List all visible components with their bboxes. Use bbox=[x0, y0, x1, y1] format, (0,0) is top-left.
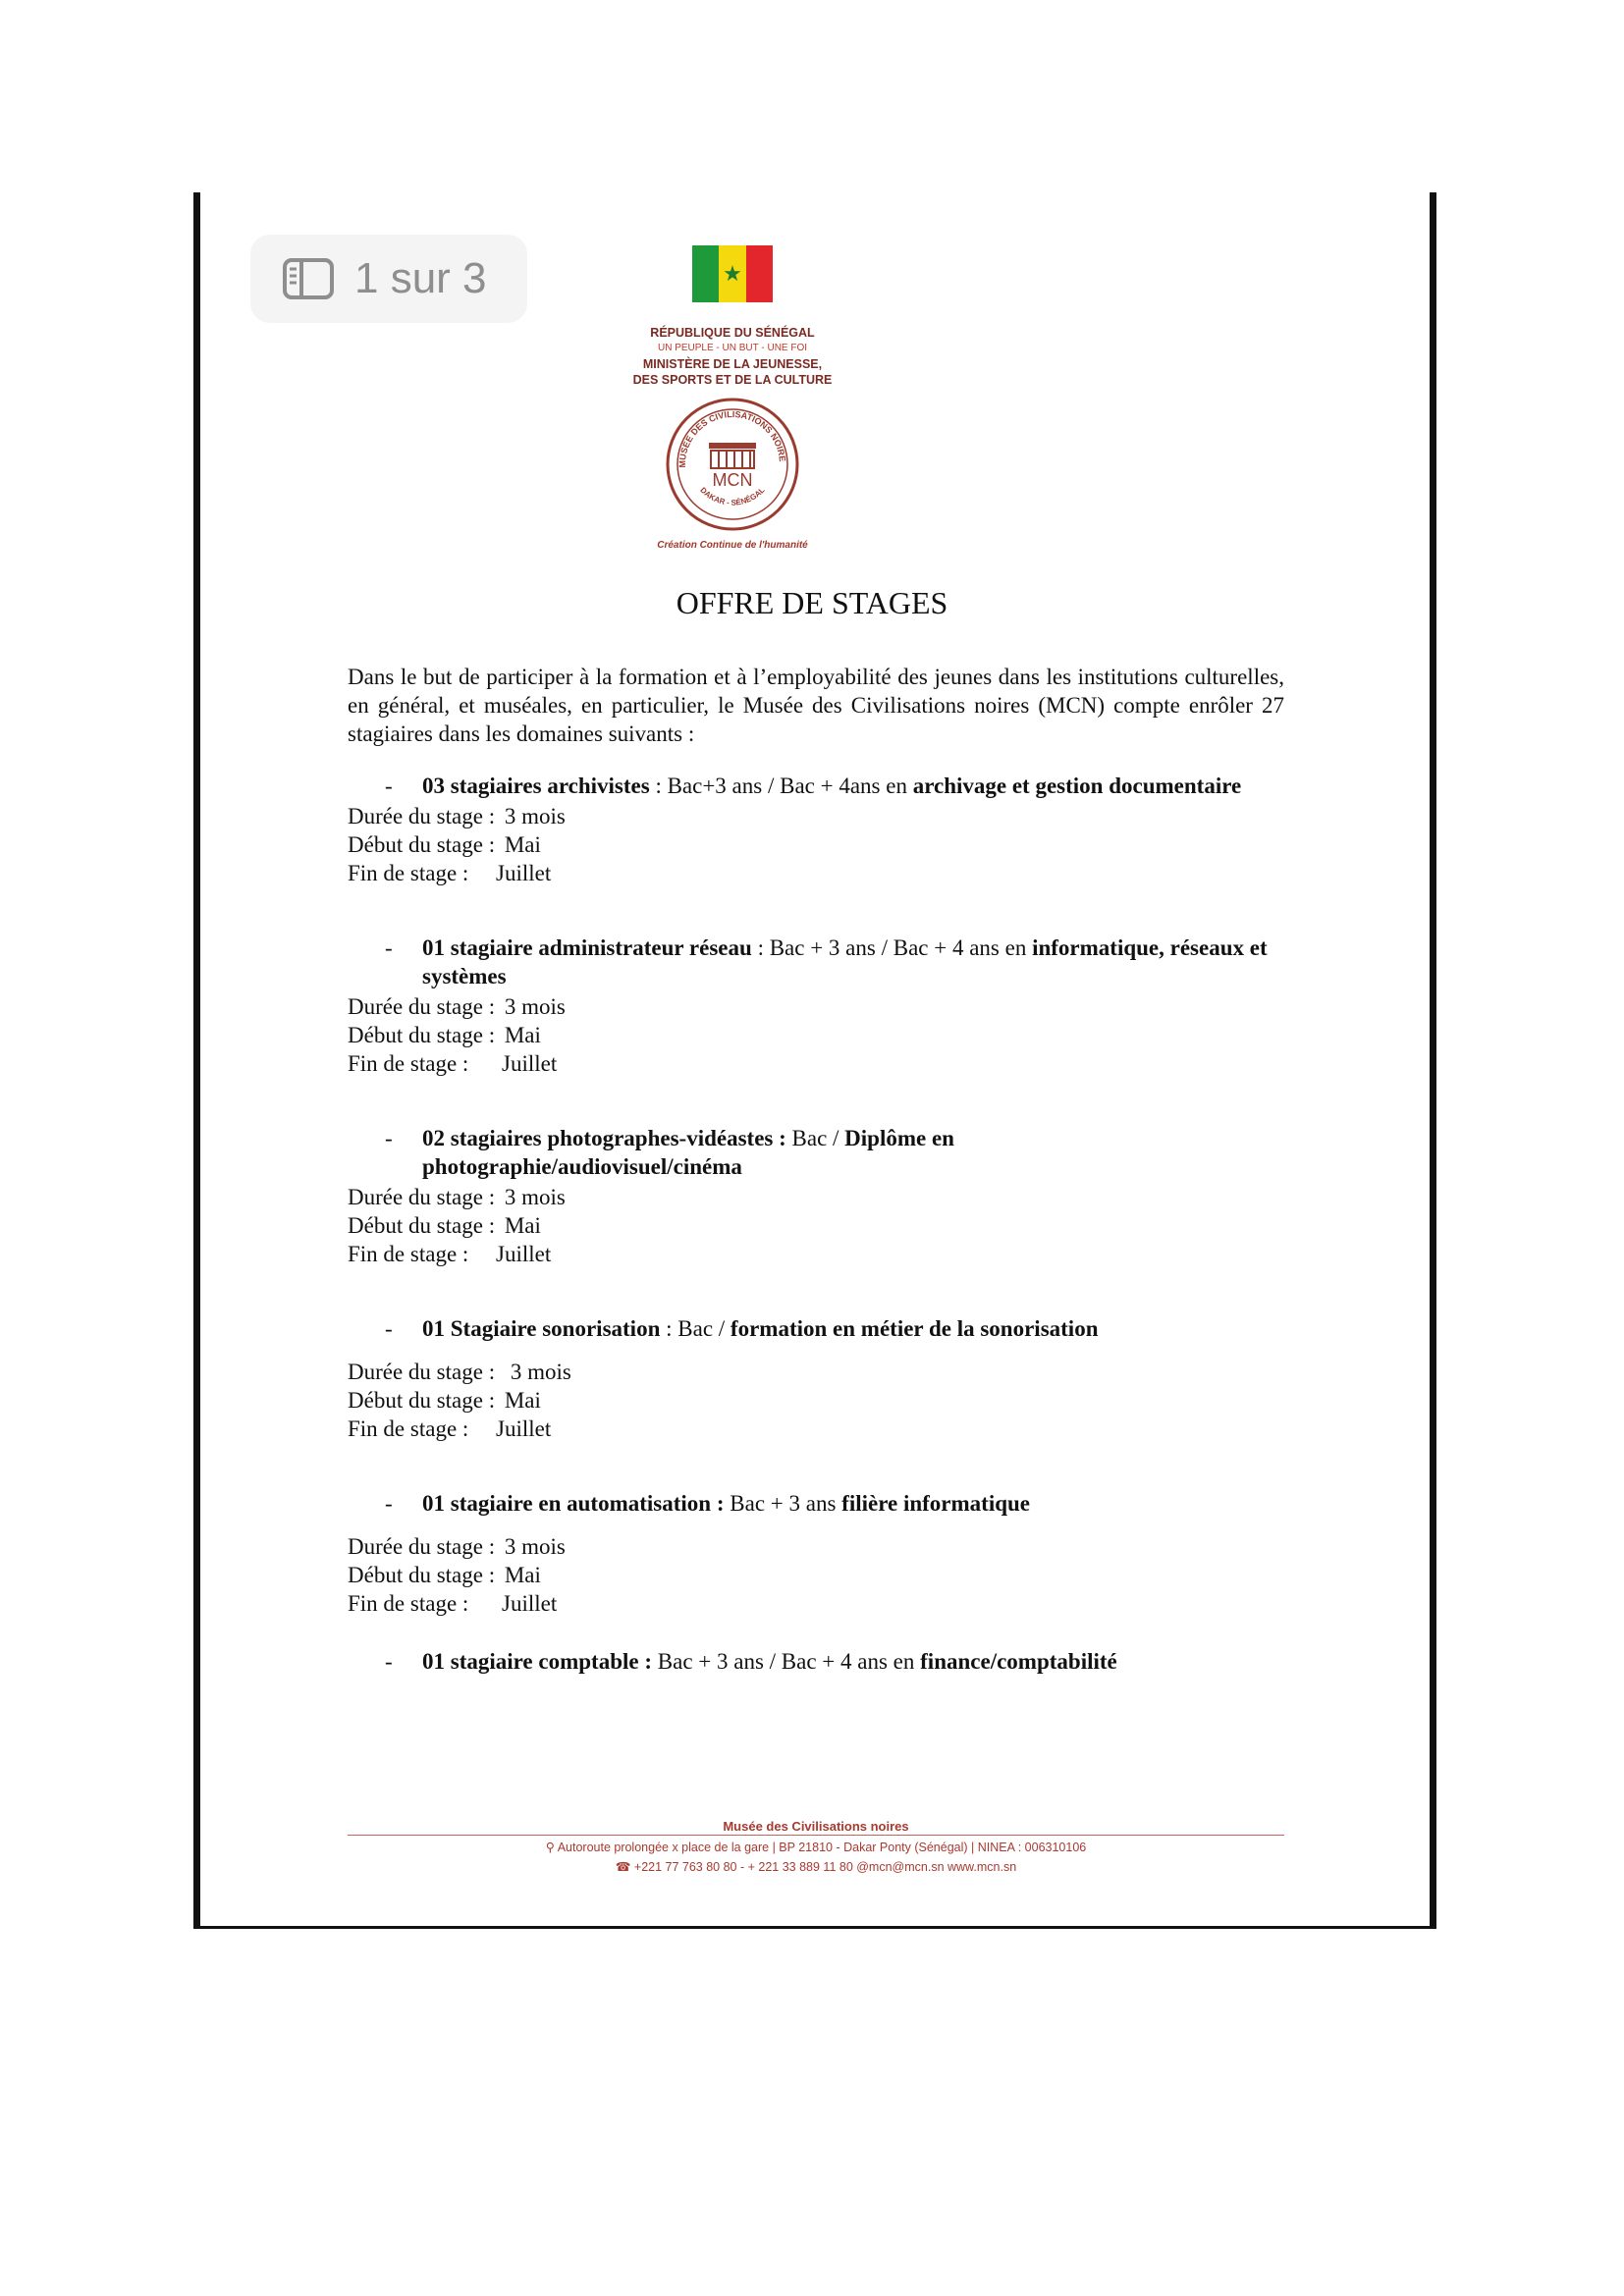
svg-text:MUSÉE DES CIVILISATIONS NOIRES: MUSÉE DES CIVILISATIONS NOIRE bbox=[677, 408, 787, 468]
start-line: Début du stage : Mai bbox=[348, 832, 541, 857]
national-motto: UN PEUPLE - UN BUT - UNE FOI bbox=[657, 343, 808, 353]
start-line: Début du stage : Mai bbox=[348, 1563, 541, 1587]
start-line: Début du stage : Mai bbox=[348, 1213, 541, 1238]
duration-line: Durée du stage : 3 mois bbox=[348, 804, 566, 828]
position-title: 01 stagiaire administrateur réseau bbox=[422, 935, 752, 960]
phone-icon: ☎ bbox=[615, 1860, 631, 1874]
position-field: finance/comptabilité bbox=[920, 1649, 1117, 1674]
position-requirement: Bac + 3 ans bbox=[724, 1491, 842, 1516]
end-line: Fin de stage : Juillet bbox=[348, 1416, 552, 1441]
position-title: 01 stagiaire en automatisation : bbox=[422, 1491, 725, 1516]
ministry-line-1: MINISTÈRE DE LA JEUNESSE, bbox=[642, 357, 823, 371]
location-pin-icon: ⚲ bbox=[545, 1841, 555, 1854]
position-field: filière informatique bbox=[841, 1491, 1030, 1516]
footer-divider bbox=[348, 1835, 1284, 1836]
start-line: Début du stage : Mai bbox=[348, 1388, 541, 1413]
ministry-line-2: DES SPORTS ET DE LA CULTURE bbox=[632, 373, 833, 387]
sidebar-icon bbox=[282, 257, 335, 300]
end-line: Fin de stage : Juillet bbox=[348, 1242, 552, 1266]
position-title: 01 stagiaire comptable : bbox=[422, 1649, 653, 1674]
end-line: Fin de stage : Juillet bbox=[348, 1591, 558, 1616]
position-field: informatique, réseaux et systèmes bbox=[422, 935, 1268, 988]
intro-paragraph: Dans le but de participer à la formation et à l’employabilité des jeunes dans les institutions culturelles, en général, et muséales, en particulier, le Musée des Civilisations noires (MCN) compte enrôler 27 stagiaires dans les domaines suivants : bbox=[348, 665, 1284, 746]
duration-line: Durée du stage : 3 mois bbox=[348, 1360, 571, 1384]
document-footer bbox=[348, 1819, 1284, 1877]
list-dash: - bbox=[385, 774, 393, 798]
list-dash: - bbox=[385, 1649, 393, 1674]
duration-line: Durée du stage : 3 mois bbox=[348, 1185, 566, 1209]
duration-line: Durée du stage : 3 mois bbox=[348, 994, 566, 1019]
position-requirement: : Bac + 3 ans / Bac + 4 ans en bbox=[751, 935, 1033, 960]
end-line: Fin de stage : Juillet bbox=[348, 861, 552, 885]
position-title: 02 stagiaires photographes-vidéastes : bbox=[422, 1126, 786, 1150]
document-body bbox=[348, 663, 1284, 1678]
position-title: 03 stagiaires archivistes bbox=[422, 774, 650, 798]
internship-item bbox=[348, 1124, 1284, 1268]
position-requirement: Bac / bbox=[785, 1126, 845, 1150]
internship-item bbox=[348, 934, 1284, 1078]
letterhead bbox=[609, 245, 856, 551]
footer-org-name: Musée des Civilisations noires bbox=[723, 1819, 909, 1834]
footer-contacts: ☎ +221 77 763 80 80 - + 221 33 889 11 80 @mcn@mcn.sn www.mcn.sn bbox=[615, 1860, 1017, 1874]
position-field: formation en métier de la sonorisation bbox=[730, 1316, 1099, 1341]
position-requirement: : Bac+3 ans / Bac + 4ans en bbox=[649, 774, 913, 798]
internship-item bbox=[348, 1314, 1284, 1443]
position-requirement: Bac + 3 ans / Bac + 4 ans en bbox=[652, 1649, 921, 1674]
republic-name: RÉPUBLIQUE DU SÉNÉGAL bbox=[650, 326, 815, 340]
position-field: archivage et gestion documentaire bbox=[912, 774, 1242, 798]
internship-item bbox=[348, 772, 1284, 887]
senegal-flag-icon: ★ bbox=[692, 245, 773, 302]
slogan: Création Continue de l'humanité bbox=[657, 540, 808, 551]
page-indicator[interactable] bbox=[250, 235, 527, 323]
svg-text:MCN: MCN bbox=[712, 470, 753, 490]
list-dash: - bbox=[385, 935, 393, 960]
duration-line: Durée du stage : 3 mois bbox=[348, 1534, 566, 1559]
page-indicator-text: 1 sur 3 bbox=[354, 254, 487, 302]
position-title: 01 Stagiaire sonorisation bbox=[422, 1316, 661, 1341]
mcn-seal-logo bbox=[609, 396, 856, 538]
footer-address: ⚲ Autoroute prolongée x place de la gare | BP 21810 - Dakar Ponty (Sénégal) | NINEA : 006310106 bbox=[545, 1841, 1087, 1854]
position-field: Diplôme en photographie/audiovisuel/cinéma bbox=[422, 1126, 954, 1179]
internship-item bbox=[348, 1647, 1284, 1676]
start-line: Début du stage : Mai bbox=[348, 1023, 541, 1047]
position-requirement: : Bac / bbox=[660, 1316, 731, 1341]
list-dash: - bbox=[385, 1126, 393, 1150]
internship-item bbox=[348, 1489, 1284, 1618]
end-line: Fin de stage : Juillet bbox=[348, 1051, 558, 1076]
svg-text:DAKAR - SÉNÉGAL: DAKAR - SÉNÉGAL bbox=[698, 485, 767, 507]
document-title: OFFRE DE STAGES bbox=[676, 585, 948, 620]
list-dash: - bbox=[385, 1316, 393, 1341]
list-dash: - bbox=[385, 1491, 393, 1516]
